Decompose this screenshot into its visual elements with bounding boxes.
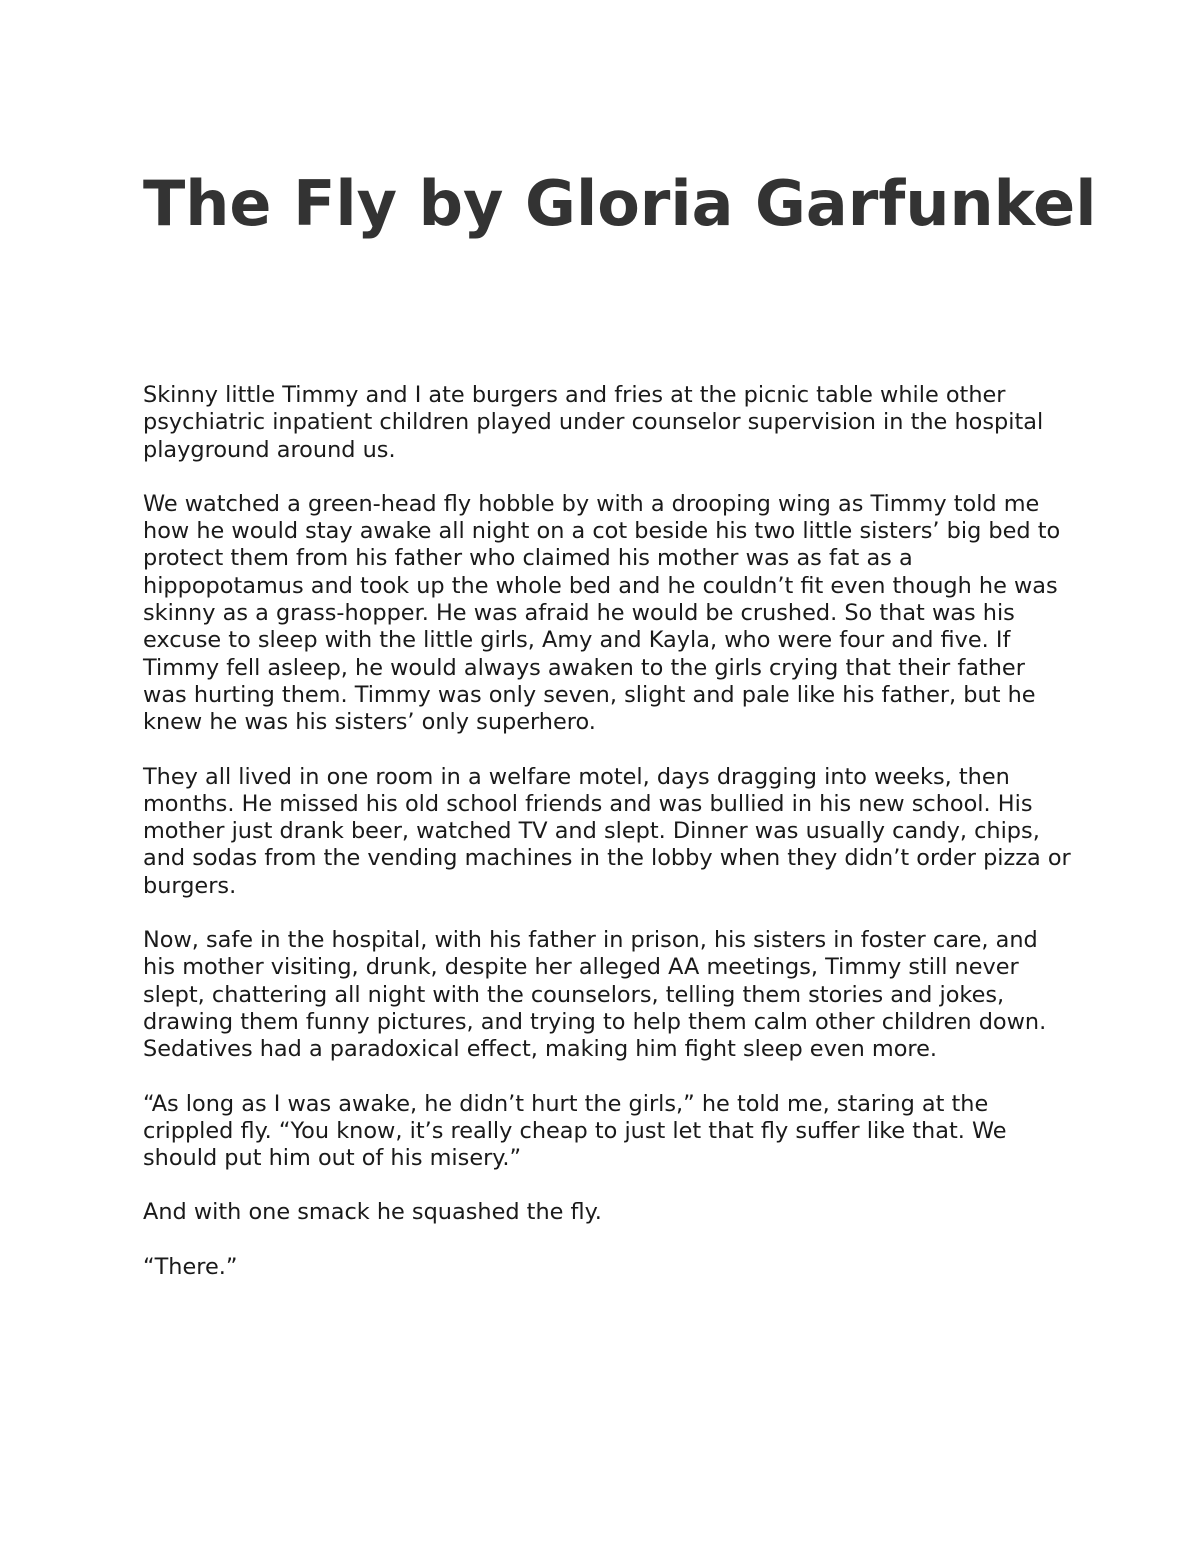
paragraph-6: And with one smack he squashed the fly.: [143, 1199, 602, 1226]
paragraph-4: Now, safe in the hospital, with his father in prison, his sisters in foster care, and his mother visiting, drunk, despite her alleged AA meetings, Timmy still never slept, chattering all night with the counselors, telling them stories and jokes, drawing them funny pictures, and trying to help them calm other children down. Sedatives had a paradoxical effect, making him fight sleep even more.: [143, 927, 1047, 1063]
document-title: The Fly by Gloria Garfunkel: [143, 167, 1097, 240]
paragraph-5: “As long as I was awake, he didn’t hurt the girls,” he told me, staring at the crippled fly. “You know, it’s really cheap to just let that fly suffer like that. We should put him out of his misery.”: [143, 1090, 1007, 1172]
paragraph-1: Skinny little Timmy and I ate burgers and fries at the picnic table while other psychiatric inpatient children played under counselor supervision in the hospital playground around us.: [143, 382, 1044, 463]
paragraph-3: They all lived in one room in a welfare motel, days dragging into weeks, then months. He missed his old school friends and was bullied in his new school. His mother just drank beer, watched TV and slept. Dinner was usually candy, chips, and sodas from the vending machines in the lobby when they didn’t order pizza or burgers.: [143, 763, 1071, 899]
paragraph-2: We watched a green-head fly hobble by with a drooping wing as Timmy told me how he would stay awake all night on a cot beside his two little sisters’ big bed to protect them from his father who claimed his mother was as fat as a hippopotamus and took up the whole bed and he couldn’t fit even though he was skinny as a grass-hopper. He was afraid he would be crushed. So that was his excuse to sleep with the little girls, Amy and Kayla, who were four and five. If Timmy fell asleep, he would always awaken to the girls crying that their father was hurting them. Timmy was only seven, slight and pale like his father, but he knew he was his sisters’ only superhero.: [143, 490, 1061, 736]
paragraph-7: “There.”: [143, 1253, 238, 1280]
document-body: [143, 382, 1073, 1308]
